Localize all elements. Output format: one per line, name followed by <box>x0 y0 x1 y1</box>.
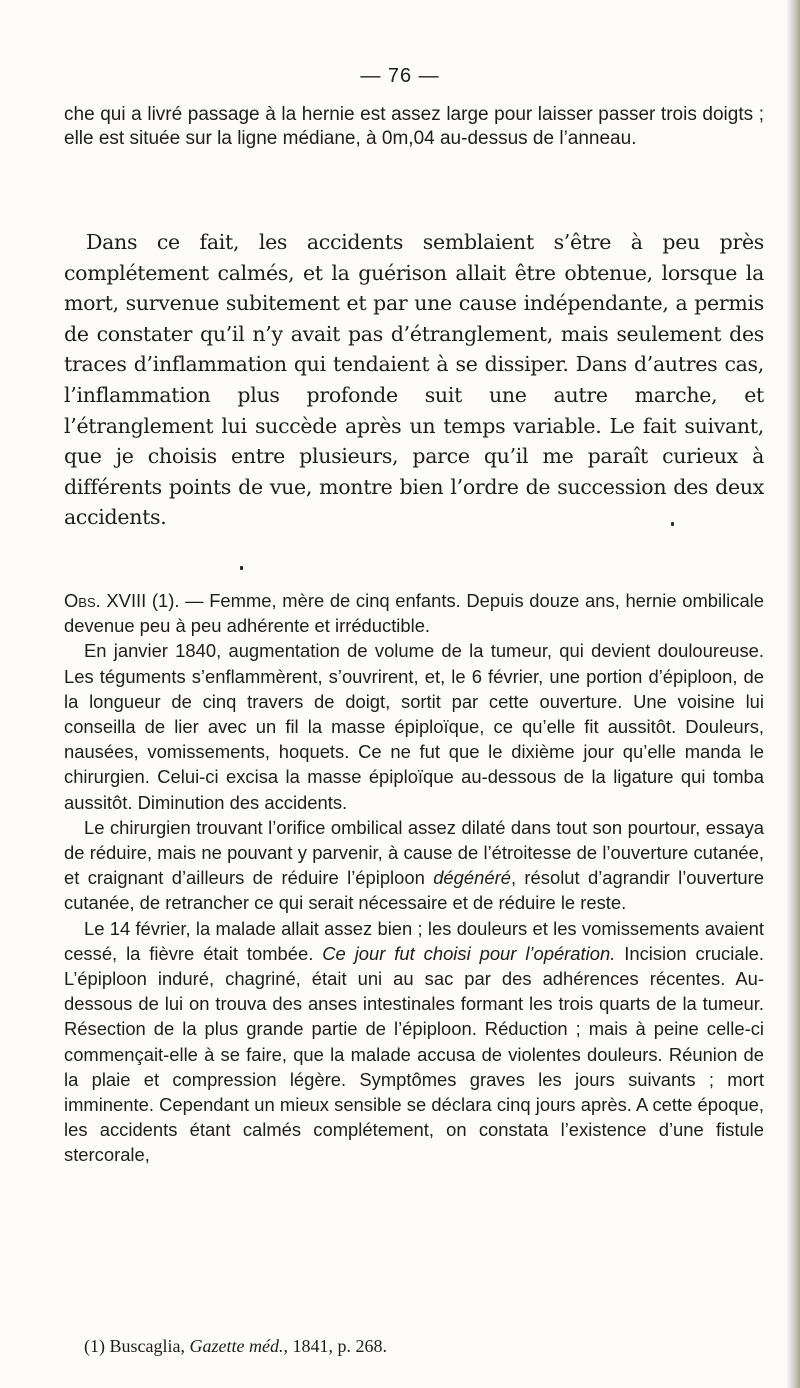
page-number: — 76 — <box>360 65 440 87</box>
observation-block <box>64 588 764 1168</box>
italic-text: dégénéré <box>433 867 511 889</box>
text-run: Le chirurgien trouvant l’orifice ombilical assez dilaté dans tout son pourtour, essaya de réduire, mais ne pouvant y parvenir, à cause de l’étroitesse de l’ouverture cutanée, et craignant d’ailleurs de réduire l’épiploon <box>64 816 764 889</box>
footnote-text: (1) Buscaglia, <box>84 1336 190 1356</box>
text-run: , résolut d’agrandir l’ouverture cutanée, de retrancher ce qui serait nécessaire et de réduire le reste. <box>64 867 765 914</box>
text-run: Incision cruciale. L’épiploon induré, chagriné, était uni au sac par des adhérences récentes. Au-dessous de lui on trouva des anses intestinales formant les trois quarts de la tumeur. Résection de la plus grande partie de l’épiploon. Réduction ; mais à peine celle-ci commençait-elle à se faire, que la malade accusa de violentes douleurs. Réunion de la plaie et compression légère. Symptômes graves les jours suivants ; mort imminente. Cependant un mieux sensible se déclara cinq jours après. A cette époque, les accidents étant calmés complétement, on constata l’existence d’une fistule stercorale, <box>64 942 764 1166</box>
footnote <box>84 1336 387 1357</box>
footnote-text: , 1841, p. 268. <box>283 1336 387 1356</box>
observation-heading <box>64 588 764 638</box>
observation-paragraph: En janvier 1840, augmentation de volume de la tumeur, qui devient douloureuse. Les téguments s’enflammèrent, s’ouvrirent, et, le 6 février, une portion d’épiploon, de la longueur de cinq travers de doigt, sortit par cette ouverture. Une voisine lui conseilla de lier avec un fil la masse épiploïque, ce qu’elle fit aussitôt. Douleurs, nausées, vomissements, hoquets. Ce ne fut que le dixième jour qu’elle manda le chirurgien. Celui-ci excisa la masse épiploïque au-dessous de la ligature qui tomba aussitôt. Diminution des accidents. <box>64 640 764 813</box>
print-speck <box>671 522 674 526</box>
continuation-paragraph <box>64 103 764 150</box>
observation-label: Obs. <box>64 590 101 611</box>
text-run: Le 14 février, la malade allait assez bien ; les douleurs et les vomissements avaient cessé, la fièvre était tombée. <box>64 917 764 964</box>
observation-paragraph <box>64 916 764 1168</box>
paragraph: che qui a livré passage à la hernie est assez large pour laisser passer trois doigts ; elle est située sur la ligne médiane, à 0m,04 au-dessus de l’anneau. <box>64 104 764 149</box>
page-edge-shadow <box>786 0 800 1388</box>
observation-heading-text: XVIII (1). — Femme, mère de cinq enfants. Depuis douze ans, hernie ombilicale devenue peu à peu adhérente et irréductible. <box>64 590 764 637</box>
observation-paragraph <box>64 815 764 916</box>
footnote-journal: Gazette méd. <box>189 1336 284 1356</box>
print-speck <box>240 566 243 570</box>
main-paragraph <box>64 227 764 533</box>
paragraph: Dans ce fait, les accidents semblaient s’être à peu près complétement calmés, et la guérison allait être obtenue, lorsque la mort, survenue subitement et par une cause indépendante, a permis de constater qu’il n’y avait pas d’étranglement, mais seulement des traces d’inflammation qui tendaient à se dissiper. Dans d’autres cas, l’inflammation plus profonde suit une autre marche, et l’étranglement lui succède après un temps variable. Le fait suivant, que je choisis entre plusieurs, parce qu’il me paraît curieux à différents points de vue, montre bien l’ordre de succession des deux accidents. <box>64 230 764 530</box>
italic-text: Ce jour fut choisi pour l’opération. <box>322 942 616 964</box>
